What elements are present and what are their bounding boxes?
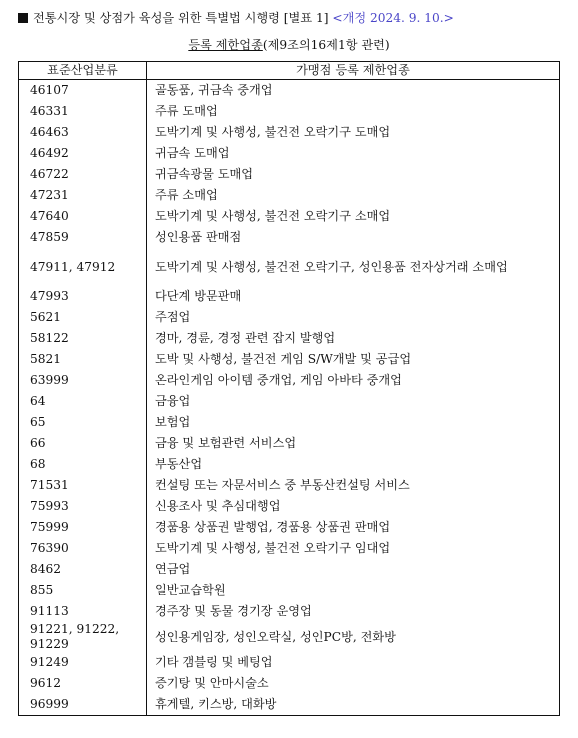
industry-code-cell: 5821 <box>19 349 147 370</box>
industry-code-cell: 46463 <box>19 122 147 143</box>
restricted-industry-cell: 골동품, 귀금속 중개업 <box>155 83 273 97</box>
industry-code-cell: 5621 <box>19 307 147 328</box>
table-header-row <box>19 62 560 80</box>
table-row <box>19 433 560 454</box>
table-row <box>19 185 560 206</box>
table-row <box>19 517 560 538</box>
restricted-industry-cell: 신용조사 및 추심대행업 <box>155 499 281 513</box>
industry-code-cell: 66 <box>19 433 147 454</box>
table-row <box>19 694 560 716</box>
industry-code-cell: 71531 <box>19 475 147 496</box>
table-row <box>19 454 560 475</box>
subtitle-ref: (제9조의16제1항 관련) <box>262 38 390 52</box>
table-row <box>19 370 560 391</box>
restricted-industry-cell: 컨설팅 또는 자문서비스 중 부동산컨설팅 서비스 <box>155 478 410 492</box>
table-row <box>19 328 560 349</box>
restricted-industries-table <box>18 61 560 716</box>
restricted-industry-cell: 귀금속 도매업 <box>155 146 230 160</box>
industry-code-cell: 47993 <box>19 286 147 307</box>
industry-code-cell: 8462 <box>19 559 147 580</box>
restricted-industry-cell: 증기탕 및 안마시술소 <box>155 676 269 690</box>
restricted-industry-cell: 경주장 및 동물 경기장 운영업 <box>155 604 312 618</box>
restricted-industry-cell: 도박기계 및 사행성, 불건전 오락기구 소매업 <box>155 209 391 223</box>
industry-code-cell: 46492 <box>19 143 147 164</box>
industry-code-cell: 91221, 91222, 91229 <box>19 622 147 652</box>
table-row <box>19 122 560 143</box>
restricted-industry-cell: 도박 및 사행성, 불건전 게임 S/W개발 및 공급업 <box>155 352 412 366</box>
table-row <box>19 143 560 164</box>
industry-code-cell: 47859 <box>19 227 147 248</box>
industry-code-cell: 76390 <box>19 538 147 559</box>
document-header <box>18 9 578 26</box>
industry-code-cell: 47640 <box>19 206 147 227</box>
table-row <box>19 286 560 307</box>
table-row <box>19 349 560 370</box>
subtitle <box>0 36 578 53</box>
table-row <box>19 80 560 102</box>
header-title: 전통시장 및 상점가 육성을 위한 특별법 시행령 [별표 1] <box>33 11 329 25</box>
restricted-industry-cell: 연금업 <box>155 562 191 576</box>
industry-code-cell: 63999 <box>19 370 147 391</box>
restricted-industry-cell: 금융업 <box>155 394 191 408</box>
table-row <box>19 559 560 580</box>
table-row <box>19 391 560 412</box>
restricted-industry-cell: 성인용품 판매점 <box>155 230 242 244</box>
table-row <box>19 496 560 517</box>
industry-code-cell: 68 <box>19 454 147 475</box>
restricted-industry-cell: 도박기계 및 사행성, 불건전 오락기구, 성인용품 전자상거래 소매업 <box>155 259 508 274</box>
table-row <box>19 206 560 227</box>
industry-code-cell: 75999 <box>19 517 147 538</box>
column-header-code: 표준산업분류 <box>19 62 147 80</box>
table-row <box>19 652 560 673</box>
table-row <box>19 475 560 496</box>
restricted-industry-cell: 도박기계 및 사행성, 불건전 오락기구 도매업 <box>155 125 391 139</box>
industry-code-cell: 91113 <box>19 601 147 622</box>
industry-code-cell: 65 <box>19 412 147 433</box>
table-body <box>19 80 560 716</box>
restricted-industry-cell: 휴게텔, 키스방, 대화방 <box>155 697 277 711</box>
table-row <box>19 538 560 559</box>
table-row <box>19 601 560 622</box>
restricted-industry-cell: 기타 갬블링 및 베팅업 <box>155 655 273 669</box>
industry-code-cell: 46722 <box>19 164 147 185</box>
industry-code-cell: 855 <box>19 580 147 601</box>
industry-code-cell: 75993 <box>19 496 147 517</box>
black-square-icon <box>18 13 28 23</box>
table-row <box>19 580 560 601</box>
column-header-industry: 가맹점 등록 제한업종 <box>147 62 560 80</box>
table-row <box>19 673 560 694</box>
subtitle-main: 등록 제한업종 <box>188 38 263 52</box>
restricted-industry-cell: 경마, 경륜, 경정 관련 잡지 발행업 <box>155 331 336 345</box>
table-row <box>19 227 560 248</box>
table-row <box>19 622 560 652</box>
table-row <box>19 101 560 122</box>
industry-code-cell: 47911, 47912 <box>19 248 147 286</box>
restricted-industry-cell: 일반교습학원 <box>155 583 226 597</box>
restricted-industry-cell: 귀금속광물 도매업 <box>155 167 254 181</box>
restricted-industry-cell: 주류 도매업 <box>155 104 218 118</box>
restricted-industry-cell: 경품용 상품권 발행업, 경품용 상품권 판매업 <box>155 520 391 534</box>
industry-code-cell: 46107 <box>19 80 147 102</box>
amendment-date: <개정 2024. 9. 10.> <box>332 11 454 25</box>
restricted-industry-cell: 주점업 <box>155 310 191 324</box>
restricted-industry-cell: 온라인게임 아이템 중개업, 게임 아바타 중개업 <box>155 373 402 387</box>
restricted-industry-cell: 금융 및 보험관련 서비스업 <box>155 436 297 450</box>
industry-code-cell: 46331 <box>19 101 147 122</box>
restricted-industry-cell: 부동산업 <box>155 457 203 471</box>
restricted-industry-cell: 보험업 <box>155 415 191 429</box>
table-row <box>19 412 560 433</box>
industry-code-cell: 91249 <box>19 652 147 673</box>
restricted-industry-cell: 주류 소매업 <box>155 188 218 202</box>
industry-code-cell: 96999 <box>19 694 147 716</box>
table-row <box>19 164 560 185</box>
industry-code-cell: 64 <box>19 391 147 412</box>
industry-code-cell: 9612 <box>19 673 147 694</box>
restricted-industry-cell: 도박기계 및 사행성, 불건전 오락기구 임대업 <box>155 541 391 555</box>
industry-code-cell: 47231 <box>19 185 147 206</box>
industry-code-cell: 58122 <box>19 328 147 349</box>
table-row <box>19 248 560 286</box>
restricted-industry-cell: 성인용게임장, 성인오락실, 성인PC방, 전화방 <box>155 629 396 644</box>
restricted-industry-cell: 다단계 방문판매 <box>155 289 242 303</box>
table-row <box>19 307 560 328</box>
